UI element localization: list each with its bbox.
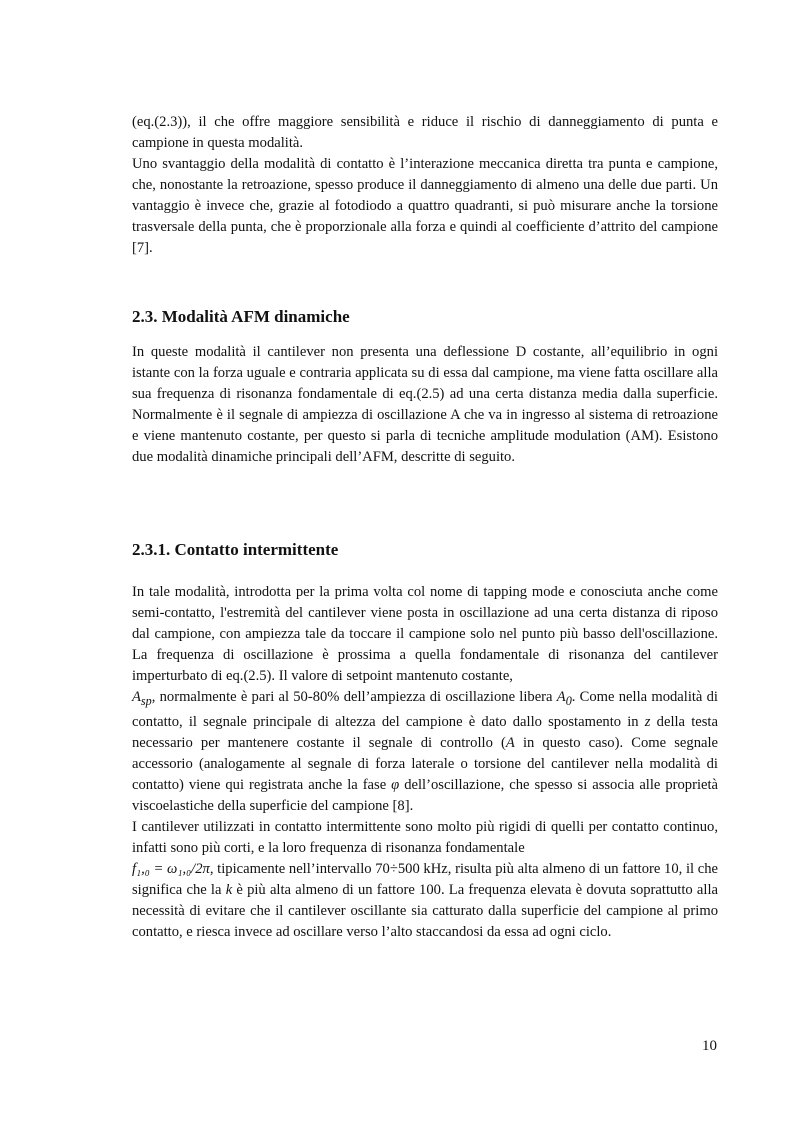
text-run: . Come nella modalità di contatto, il segnale principale di altezza del campione è dato dallo spostamento in xyxy=(132,689,718,730)
text-run: I cantilever utilizzati in contatto intermittente sono molto più rigidi di quelli per contatto continuo, infatti sono più corti, e la loro frequenza di risonanza fondamentale xyxy=(132,818,718,856)
formula-resonance-frequency: f₁,₀ = ω₁,₀/2π xyxy=(132,860,210,877)
symbol-a-control: A xyxy=(505,734,515,751)
text-run: della testa necessario per mantenere costante il segnale di controllo ( xyxy=(132,713,718,751)
symbol-z: z xyxy=(644,713,651,730)
section-2-3-1-paragraph-2 xyxy=(132,817,718,943)
symbol-a0: A xyxy=(556,689,566,705)
section-heading-2-3-1: 2.3.1. Contatto intermittente xyxy=(132,540,339,559)
section-2-3-paragraph: In queste modalità il cantilever non presenta una deflessione D costante, all’equilibrio in ogni istante con la forza uguale e contraria applicata su di essa dal campione, ma viene fatta oscillare alla sua frequenza di risonanza fondamentale di eq.(2.5) ad una certa distanza media dalla superficie. Normalmente è il segnale di ampiezza di oscillazione A che va in ingresso al sistema di retroazione e viene mantenuto costante, per questo si parla di tecniche amplitude modulation (AM). Esistono due modalità dinamiche principali dell’AFM, descritte di seguito. xyxy=(132,344,718,465)
subscript-sp: sp xyxy=(140,693,152,708)
text-run: , tipicamente nell’intervallo 70÷500 kHz, risulta più alta almeno di un fattore 10, il che significa che la xyxy=(132,860,718,898)
text-run: in questo caso). Come segnale accessorio (analogamente al segnale di forza laterale o torsione del cantilever nella modalità di contatto) viene qui registrata anche la fase xyxy=(132,734,719,793)
page-number: 10 xyxy=(702,1038,717,1054)
text-run: dell’oscillazione, che spesso si associa alle proprietà viscoelastiche della superficie del campione [8]. xyxy=(132,776,719,814)
subscript-0: 0 xyxy=(565,693,572,708)
symbol-k: k xyxy=(225,881,233,898)
intro-paragraph-1: (eq.(2.3)), il che offre maggiore sensibilità e riduce il rischio di danneggiamento di punta e campione in questa modalità. xyxy=(132,114,718,151)
section-heading-2-3: 2.3. Modalità AFM dinamiche xyxy=(132,307,350,326)
section-2-3-1-body xyxy=(132,582,718,943)
text-run: , normalmente è pari al 50-80% dell’ampiezza di oscillazione libera xyxy=(151,689,553,705)
text-run: è più alta almeno di un fattore 100. La frequenza elevata è dovuta soprattutto alla necessità di evitare che il cantilever oscillante sia catturato dalla superficie del campione al primo contatto, e riesca invece ad oscillare verso l’alto staccandosi da essa ad ogni ciclo. xyxy=(132,881,718,940)
symbol-a: A xyxy=(132,689,141,705)
intro-paragraph-2: Uno svantaggio della modalità di contatto è l’interazione meccanica diretta tra punta e campione, che, nonostante la retroazione, spesso produce il danneggiamento di almeno una delle due parti. Un vantaggio è invece che, grazie al fotodiodo a quattro quadranti, si può misurare anche la torsione trasversale della punta, che è proporzionale alla forza e quindi al coefficiente d’attrito del campione [7]. xyxy=(132,156,718,256)
text-run: In tale modalità, introdotta per la prima volta col nome di tapping mode e conosciuta anche come semi-contatto, l'estremità del cantilever viene posta in oscillazione ad una certa distanza di riposo dal campione, con ampiezza tale da toccare il campione solo nel punto più basso dell'oscillazione. La frequenza di oscillazione è prossima a quella fondamentale di risonanza del cantilever imperturbato di eq.(2.5). Il valore di setpoint mantenuto costante, xyxy=(132,584,718,684)
section-2-3-body xyxy=(132,342,718,468)
intro-block xyxy=(132,112,718,259)
section-2-3-1-paragraph-1 xyxy=(132,582,718,817)
symbol-phi: φ xyxy=(391,776,400,793)
